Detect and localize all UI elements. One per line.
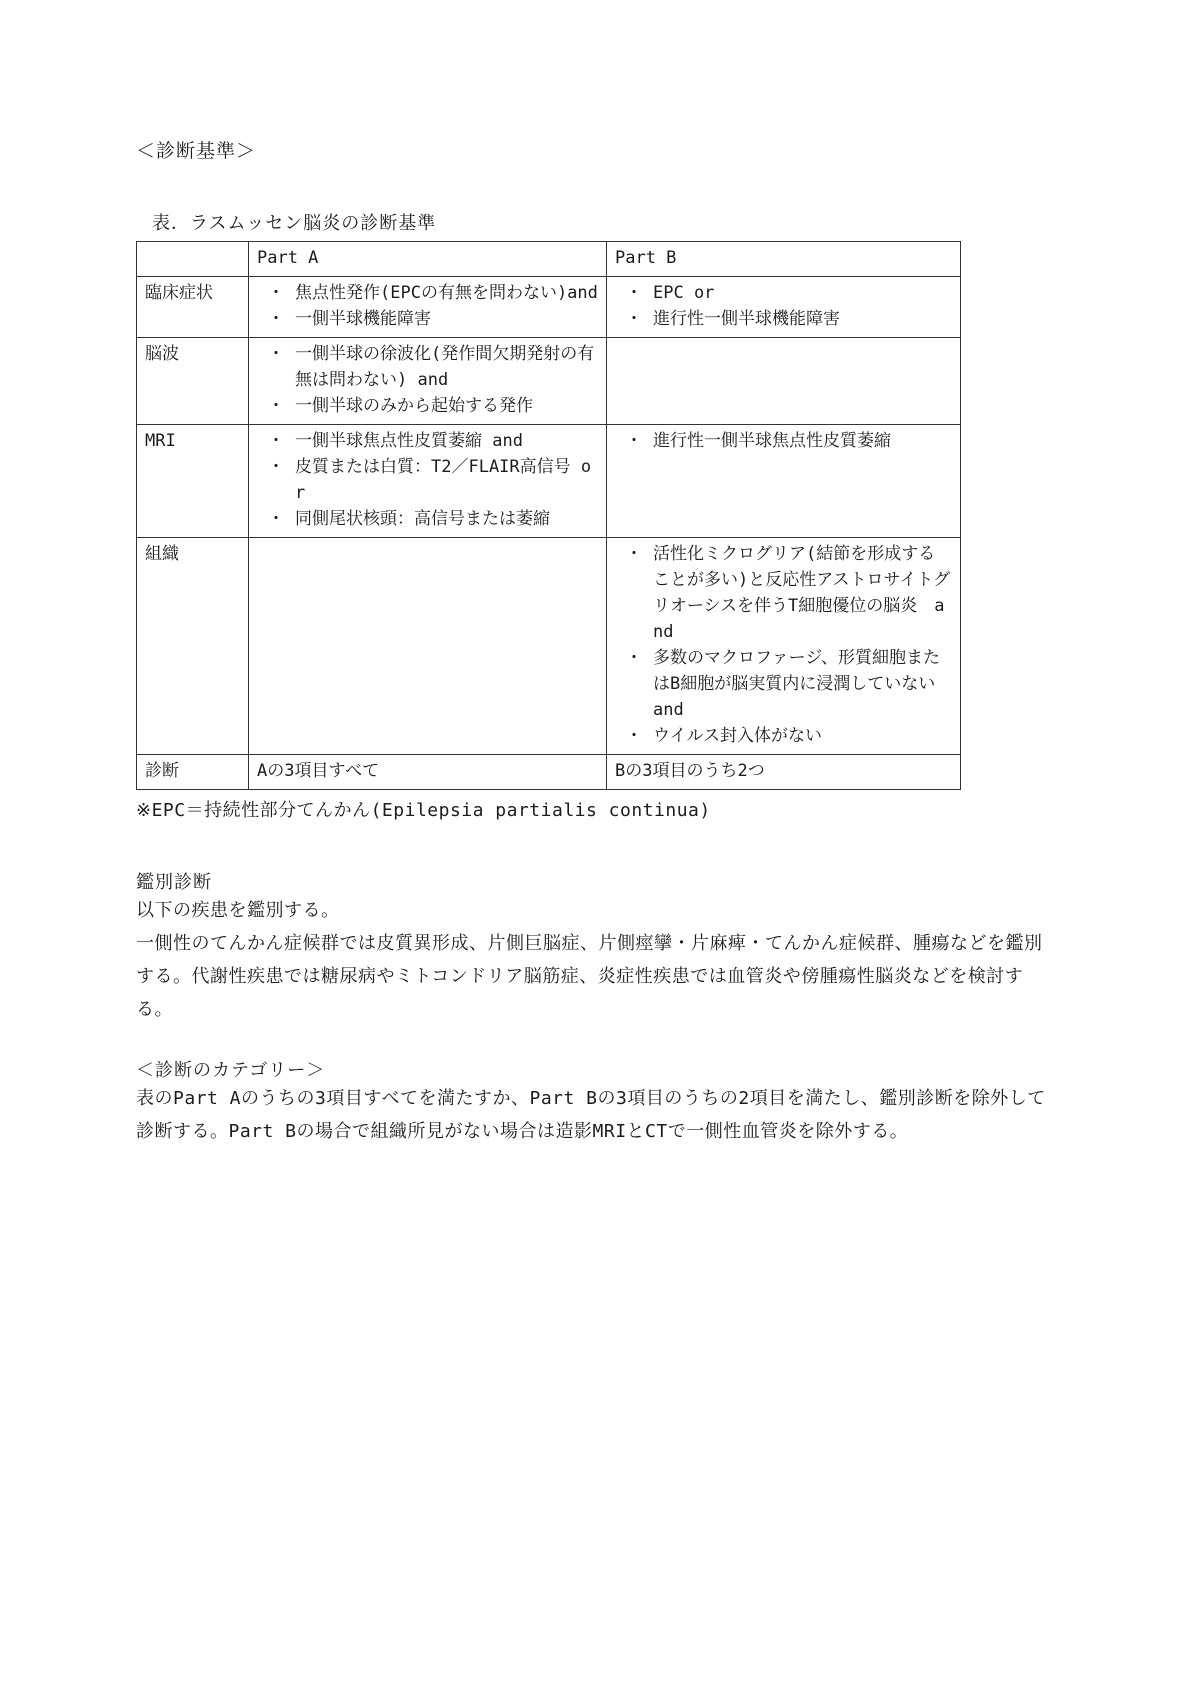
- category-heading: ＜診断のカテゴリー＞: [136, 1060, 326, 1081]
- bullet-item: ・ 一側半球機能障害: [257, 306, 598, 332]
- cell-diagnosis-part-b: Bの3項目のうち2つ: [607, 755, 961, 790]
- cell-mri-part-b: [607, 425, 961, 538]
- table-caption: 表．ラスムッセン脳炎の診断基準: [152, 213, 437, 234]
- table-header-row: [137, 242, 961, 277]
- table-row-histology: [137, 538, 961, 755]
- cell-histology-part-b: [607, 538, 961, 755]
- bullet-item: ・ 活性化ミクログリア(結節を形成することが多い)と反応性アストロサイトグリオーシスを伴うT細胞優位の脳炎 and: [615, 541, 952, 645]
- row-label-diagnosis: 診断: [137, 755, 249, 790]
- bullet-item: ・ 一側半球の徐波化(発作間欠期発射の有無は問わない) and: [257, 341, 598, 393]
- table-row-clinical: [137, 277, 961, 338]
- differential-intro: 以下の疾患を鑑別する。: [136, 900, 340, 921]
- diagnosis-category-section: [136, 1056, 1045, 1148]
- bullet-item: ・ 一側半球焦点性皮質萎縮 and: [257, 428, 598, 454]
- bullet-item: ・ 進行性一側半球機能障害: [615, 306, 952, 332]
- diagnosis-criteria-table: [136, 241, 961, 790]
- bullet-item: ・ 皮質または白質：T2／FLAIR高信号 or: [257, 454, 598, 506]
- bullet-item: ・ 多数のマクロファージ、形質細胞またはB細胞が脳実質内に浸潤していない and: [615, 645, 952, 723]
- header-cell-empty: [137, 242, 249, 277]
- bullet-item: ・ 一側半球のみから起始する発作: [257, 393, 598, 419]
- table-row-diagnosis: [137, 755, 961, 790]
- cell-mri-part-a: [249, 425, 607, 538]
- differential-body: 一側性のてんかん症候群では皮質異形成、片側巨脳症、片側痙攣・片麻痺・てんかん症候群、腫瘍などを鑑別する。代謝性疾患では糖尿病やミトコンドリア脳筋症、炎症性疾患では血管炎や傍腫瘍性脳炎などを検討する。: [136, 933, 1043, 1020]
- page-title: ＜診断基準＞: [136, 140, 257, 162]
- epc-footnote: ※EPC＝持続性部分てんかん(Epilepsia partialis continua): [136, 800, 711, 821]
- differential-diagnosis-section: [136, 868, 1045, 1026]
- bullet-item: ・ 焦点性発作(EPCの有無を問わない)and: [257, 280, 598, 306]
- table-row-mri: [137, 425, 961, 538]
- row-label-mri: MRI: [137, 425, 249, 538]
- cell-clinical-part-a: [249, 277, 607, 338]
- cell-histology-part-a: [249, 538, 607, 755]
- category-body: 表のPart Aのうちの3項目すべてを満たすか、Part Bの3項目のうちの2項目を満たし、鑑別診断を除外して診断する。Part Bの場合で組織所見がない場合は造影MRIとCTで一側性血管炎を除外する。: [136, 1088, 1046, 1142]
- cell-diagnosis-part-a: Aの3項目すべて: [249, 755, 607, 790]
- header-cell-part-a: Part A: [249, 242, 607, 277]
- bullet-item: ・ 進行性一側半球焦点性皮質萎縮: [615, 428, 952, 454]
- bullet-item: ・ 同側尾状核頭：高信号または萎縮: [257, 506, 598, 532]
- row-label-clinical: 臨床症状: [137, 277, 249, 338]
- row-label-eeg: 脳波: [137, 338, 249, 425]
- bullet-item: ・ EPC or: [615, 280, 952, 306]
- table-row-eeg: [137, 338, 961, 425]
- bullet-item: ・ ウイルス封入体がない: [615, 723, 952, 749]
- cell-eeg-part-b: [607, 338, 961, 425]
- differential-heading: 鑑別診断: [136, 872, 212, 893]
- header-cell-part-b: Part B: [607, 242, 961, 277]
- cell-eeg-part-a: [249, 338, 607, 425]
- row-label-histology: 組織: [137, 538, 249, 755]
- cell-clinical-part-b: [607, 277, 961, 338]
